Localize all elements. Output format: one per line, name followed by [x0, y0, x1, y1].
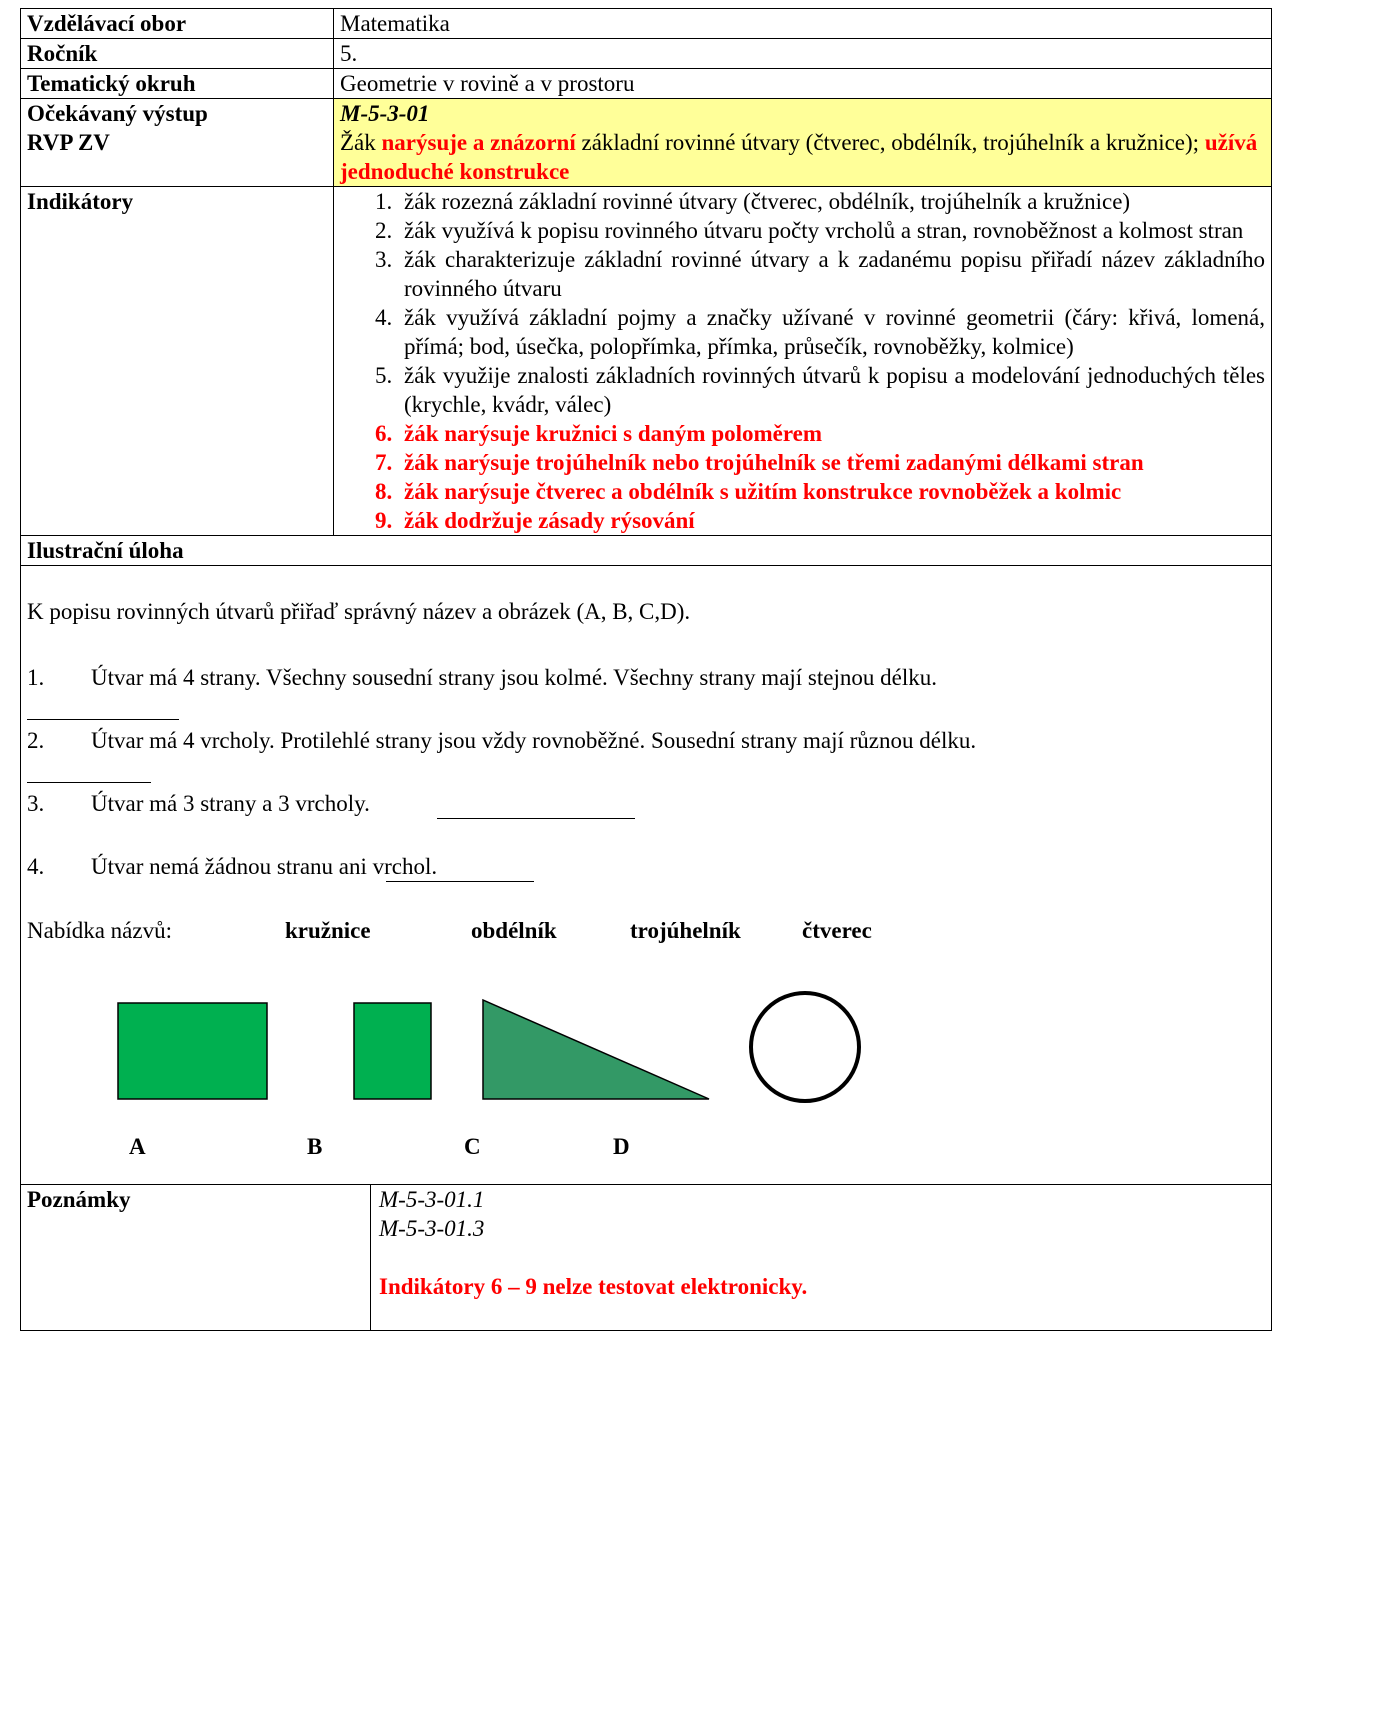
vystup-label [21, 99, 334, 187]
vystup-label-line2: RVP ZV [27, 130, 110, 155]
worksheet [20, 8, 1272, 1331]
vystup-value [334, 99, 1272, 187]
uloha-body [21, 566, 1271, 1184]
nabidka-label: Nabídka názvů: [27, 918, 172, 943]
indicator-5: 5. žák využije znalosti základních rovinných útvarů k popisu a modelování jednoduchých těles (krychle, kvádr, válec) [398, 361, 1265, 419]
square-shape-b [354, 1003, 431, 1099]
poznamky-value [371, 1185, 1272, 1331]
q2-text: Útvar má 4 vrcholy. Protilehlé strany jsou vždy rovnoběžné. Sousední strany mají různou délku. [91, 728, 977, 753]
note-code-1: M-5-3-01.1 [379, 1187, 485, 1212]
note-warning: Indikátory 6 – 9 nelze testovat elektronicky. [379, 1274, 808, 1299]
indicator-1: 1. žák rozezná základní rovinné útvary (čtverec, obdélník, trojúhelník a kružnice) [398, 187, 1265, 216]
uloha-cell [21, 566, 1272, 1185]
rocnik-label: Ročník [21, 39, 334, 69]
shapes-figure [21, 566, 1271, 1184]
obor-value: Matematika [334, 9, 1272, 39]
indicator-2: 2. žák využívá k popisu rovinného útvaru počty vrcholů a stran, rovnoběžnost a kolmost stran [398, 216, 1265, 245]
row-rocnik [21, 39, 1272, 69]
row-indikatory [21, 187, 1272, 536]
indikatory-list [340, 187, 1265, 535]
row-vystup [21, 99, 1272, 187]
indicator-3: 3. žák charakterizuje základní rovinné útvary a k zadanému popisu přiřadí název základního rovinného útvaru [398, 245, 1265, 303]
vystup-code: M-5-3-01 [340, 101, 430, 126]
letter-d: D [613, 1134, 630, 1159]
rocnik-value: 5. [334, 39, 1272, 69]
name-kruznice: kružnice [285, 918, 371, 943]
row-poznamky [21, 1185, 1272, 1331]
letter-a: A [129, 1134, 146, 1159]
q3-text: Útvar má 3 strany a 3 vrcholy. [91, 791, 370, 816]
rectangle-shape-a [118, 1003, 267, 1099]
indikatory-list-cell [334, 187, 1272, 536]
indicator-6: 6. žák narýsuje kružnici s daným poloměrem [398, 419, 1265, 448]
indikatory-label: Indikátory [21, 187, 334, 536]
uloha-label: Ilustrační úloha [21, 536, 1272, 566]
okruh-label: Tematický okruh [21, 69, 334, 99]
q1-number: 1. [27, 665, 45, 690]
row-okruh [21, 69, 1272, 99]
indicator-4: 4. žák využívá základní pojmy a značky užívané v rovinné geometrii (čáry: křivá, lomená, přímá; bod, úsečka, polopřímka, přímka, průsečík, rovnoběžky, kolmice) [398, 303, 1265, 361]
notes-table [20, 1184, 1272, 1331]
indicator-8: 8. žák narýsuje čtverec a obdélník s užitím konstrukce rovnoběžek a kolmic [398, 477, 1265, 506]
q3-number: 3. [27, 791, 45, 816]
vystup-red-2: užívá jednoduché konstrukce [340, 130, 1258, 184]
vystup-label-line1: Očekávaný výstup [27, 101, 208, 126]
name-ctverec: čtverec [802, 918, 872, 943]
q4-text: Útvar nemá žádnou stranu ani vrchol. [91, 854, 438, 879]
q2-number: 2. [27, 728, 45, 753]
indicator-7: 7. žák narýsuje trojúhelník nebo trojúhelník se třemi zadanými délkami stran [398, 448, 1265, 477]
row-obor [21, 9, 1272, 39]
q1-text: Útvar má 4 strany. Všechny sousední strany jsou kolmé. Všechny strany mají stejnou délku. [91, 665, 937, 690]
letter-c: C [464, 1134, 481, 1159]
note-code-2: M-5-3-01.3 [379, 1216, 485, 1241]
indicator-9: 9. žák dodržuje zásady rýsování [398, 506, 1265, 535]
triangle-shape-c [483, 1000, 709, 1099]
note-spacer [379, 1243, 1265, 1272]
letter-b: B [307, 1134, 323, 1159]
circle-shape-d [751, 993, 859, 1101]
q4-number: 4. [27, 854, 45, 879]
vystup-text-1: Žák [340, 130, 382, 155]
vystup-red-1: narýsuje a znázorní [381, 130, 576, 155]
okruh-value: Geometrie v rovině a v prostoru [334, 69, 1272, 99]
vystup-text-2: základní rovinné útvary (čtverec, obdélník, trojúhelník a kružnice); [575, 130, 1205, 155]
info-table [20, 8, 1272, 1185]
obor-label: Vzdělávací obor [21, 9, 334, 39]
poznamky-label: Poznámky [21, 1185, 371, 1331]
row-uloha [21, 566, 1272, 1185]
uloha-intro: K popisu rovinných útvarů přiřaď správný název a obrázek (A, B, C,D). [27, 599, 691, 624]
row-uloha-header [21, 536, 1272, 566]
name-obdelnik: obdélník [471, 918, 557, 943]
name-trojuhelnik: trojúhelník [630, 918, 741, 943]
